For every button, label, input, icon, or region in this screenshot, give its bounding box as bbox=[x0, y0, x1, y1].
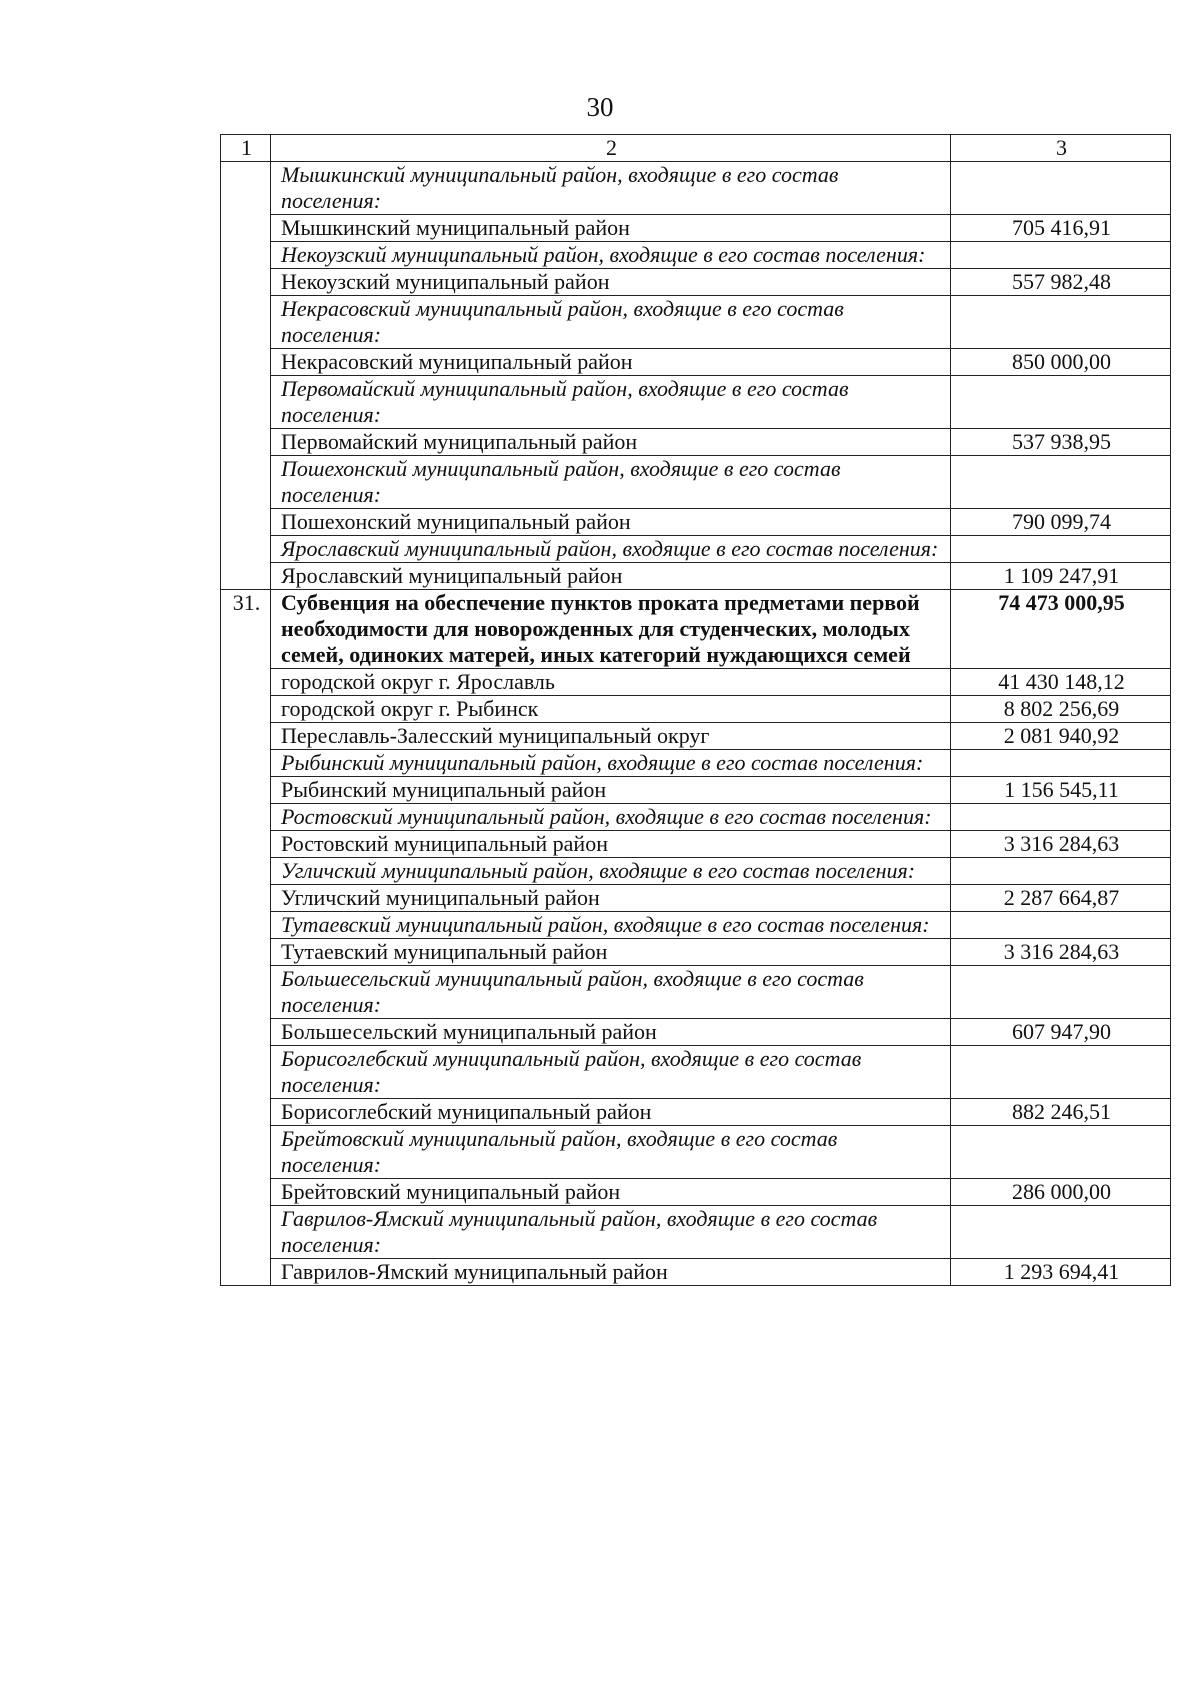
district-heading-row bbox=[221, 296, 1171, 349]
district-name: Первомайский муниципальный район, входящие в его состав поселения: bbox=[271, 376, 951, 429]
column-header-1: 1 bbox=[221, 135, 271, 162]
district-name: Некрасовский муниципальный район bbox=[271, 349, 951, 376]
district-amount bbox=[951, 162, 1171, 215]
district-heading-row bbox=[221, 912, 1171, 939]
district-amount bbox=[951, 804, 1171, 831]
district-amount bbox=[951, 536, 1171, 563]
district-heading-row bbox=[221, 1206, 1171, 1259]
district-name: Ярославский муниципальный район, входящие в его состав поселения: bbox=[271, 536, 951, 563]
district-row bbox=[221, 669, 1171, 696]
column-header-3: 3 bbox=[951, 135, 1171, 162]
district-row bbox=[221, 831, 1171, 858]
district-amount bbox=[951, 1206, 1171, 1259]
district-row bbox=[221, 429, 1171, 456]
district-row bbox=[221, 563, 1171, 590]
district-heading-row bbox=[221, 1126, 1171, 1179]
district-name: Угличский муниципальный район, входящие в его состав поселения: bbox=[271, 858, 951, 885]
district-name: Рыбинский муниципальный район, входящие в его состав поселения: bbox=[271, 750, 951, 777]
district-name: Ярославский муниципальный район bbox=[271, 563, 951, 590]
district-heading-row bbox=[221, 804, 1171, 831]
district-name: Некрасовский муниципальный район, входящие в его состав поселения: bbox=[271, 296, 951, 349]
district-amount: 2 081 940,92 bbox=[951, 723, 1171, 750]
district-row bbox=[221, 349, 1171, 376]
page-number: 30 bbox=[586, 92, 614, 122]
district-amount: 286 000,00 bbox=[951, 1179, 1171, 1206]
district-name: городской округ г. Рыбинск bbox=[271, 696, 951, 723]
district-amount bbox=[951, 242, 1171, 269]
district-amount: 3 316 284,63 bbox=[951, 939, 1171, 966]
district-amount bbox=[951, 1046, 1171, 1099]
district-name: Первомайский муниципальный район bbox=[271, 429, 951, 456]
district-row bbox=[221, 1259, 1171, 1286]
district-name: Тутаевский муниципальный район, входящие в его состав поселения: bbox=[271, 912, 951, 939]
district-heading-row bbox=[221, 162, 1171, 215]
district-row bbox=[221, 1179, 1171, 1206]
district-name: Некоузский муниципальный район, входящие в его состав поселения: bbox=[271, 242, 951, 269]
district-name: Борисоглебский муниципальный район, входящие в его состав поселения: bbox=[271, 1046, 951, 1099]
district-name: Угличский муниципальный район bbox=[271, 885, 951, 912]
district-row bbox=[221, 269, 1171, 296]
district-heading-row bbox=[221, 242, 1171, 269]
section-total: 74 473 000,95 bbox=[951, 590, 1171, 669]
district-heading-row bbox=[221, 376, 1171, 429]
section-title: Субвенция на обеспечение пунктов проката предметами первой необходимости для новорожденных для студенческих, молодых семей, одиноких матерей, иных категорий нуждающихся семей bbox=[271, 590, 951, 669]
district-name: Рыбинский муниципальный район bbox=[271, 777, 951, 804]
subsidy-table-body bbox=[221, 135, 1171, 1286]
district-amount bbox=[951, 296, 1171, 349]
district-name: Гаврилов-Ямский муниципальный район bbox=[271, 1259, 951, 1286]
district-name: Переславль-Залесский муниципальный округ bbox=[271, 723, 951, 750]
district-amount: 557 982,48 bbox=[951, 269, 1171, 296]
district-row bbox=[221, 215, 1171, 242]
district-row bbox=[221, 939, 1171, 966]
section-row bbox=[221, 590, 1171, 669]
district-amount bbox=[951, 750, 1171, 777]
district-name: Борисоглебский муниципальный район bbox=[271, 1099, 951, 1126]
district-amount: 8 802 256,69 bbox=[951, 696, 1171, 723]
district-name: Некоузский муниципальный район bbox=[271, 269, 951, 296]
district-amount: 2 287 664,87 bbox=[951, 885, 1171, 912]
district-name: Тутаевский муниципальный район bbox=[271, 939, 951, 966]
district-amount: 1 109 247,91 bbox=[951, 563, 1171, 590]
district-amount: 537 938,95 bbox=[951, 429, 1171, 456]
column-header-2: 2 bbox=[271, 135, 951, 162]
district-name: Мышкинский муниципальный район, входящие в его состав поселения: bbox=[271, 162, 951, 215]
district-amount bbox=[951, 858, 1171, 885]
district-heading-row bbox=[221, 750, 1171, 777]
district-amount: 1 293 694,41 bbox=[951, 1259, 1171, 1286]
district-amount bbox=[951, 376, 1171, 429]
district-name: Гаврилов-Ямский муниципальный район, входящие в его состав поселения: bbox=[271, 1206, 951, 1259]
district-amount: 41 430 148,12 bbox=[951, 669, 1171, 696]
district-name: Пошехонский муниципальный район bbox=[271, 509, 951, 536]
district-name: городской округ г. Ярославль bbox=[271, 669, 951, 696]
district-heading-row bbox=[221, 1046, 1171, 1099]
district-row bbox=[221, 696, 1171, 723]
district-row bbox=[221, 509, 1171, 536]
district-amount: 790 099,74 bbox=[951, 509, 1171, 536]
district-amount: 1 156 545,11 bbox=[951, 777, 1171, 804]
district-row bbox=[221, 723, 1171, 750]
district-name: Ростовский муниципальный район bbox=[271, 831, 951, 858]
district-heading-row bbox=[221, 858, 1171, 885]
district-amount bbox=[951, 966, 1171, 1019]
district-row bbox=[221, 1099, 1171, 1126]
section-number: 31. bbox=[221, 590, 271, 1286]
district-name: Пошехонский муниципальный район, входящие в его состав поселения: bbox=[271, 456, 951, 509]
district-name: Мышкинский муниципальный район bbox=[271, 215, 951, 242]
district-amount: 705 416,91 bbox=[951, 215, 1171, 242]
district-name: Брейтовский муниципальный район bbox=[271, 1179, 951, 1206]
district-amount: 607 947,90 bbox=[951, 1019, 1171, 1046]
district-name: Ростовский муниципальный район, входящие в его состав поселения: bbox=[271, 804, 951, 831]
district-amount: 882 246,51 bbox=[951, 1099, 1171, 1126]
district-heading-row bbox=[221, 456, 1171, 509]
district-name: Большесельский муниципальный район, входящие в его состав поселения: bbox=[271, 966, 951, 1019]
district-amount bbox=[951, 912, 1171, 939]
district-row bbox=[221, 777, 1171, 804]
district-amount bbox=[951, 456, 1171, 509]
district-amount bbox=[951, 1126, 1171, 1179]
district-amount: 850 000,00 bbox=[951, 349, 1171, 376]
row-number-cell bbox=[221, 162, 271, 590]
district-heading-row bbox=[221, 966, 1171, 1019]
table-header-row bbox=[221, 135, 1171, 162]
subsidy-table bbox=[220, 134, 1171, 1286]
district-name: Большесельский муниципальный район bbox=[271, 1019, 951, 1046]
district-row bbox=[221, 1019, 1171, 1046]
district-heading-row bbox=[221, 536, 1171, 563]
district-name: Брейтовский муниципальный район, входящие в его состав поселения: bbox=[271, 1126, 951, 1179]
district-amount: 3 316 284,63 bbox=[951, 831, 1171, 858]
district-row bbox=[221, 885, 1171, 912]
